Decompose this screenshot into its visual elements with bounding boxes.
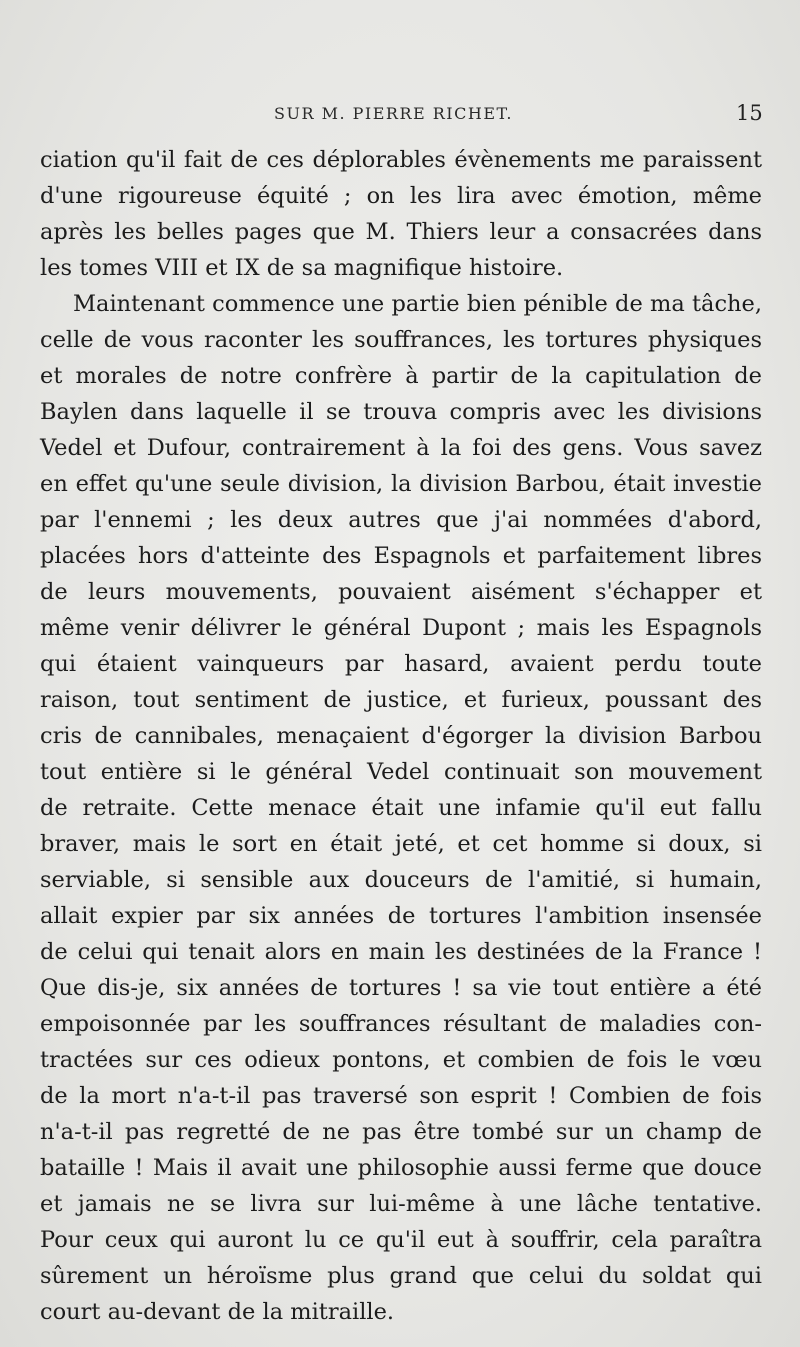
text-line: de celui qui tenait alors en main les destinées de la France ! (40, 939, 762, 965)
text-line: sûrement un héroïsme plus grand que celui du soldat qui (40, 1263, 762, 1289)
text-line: et jamais ne se livra sur lui-même à une lâche tentative. (40, 1191, 762, 1217)
text-line: cris de cannibales, menaçaient d'égorger la division Barbou (40, 723, 762, 749)
text-line: Vedel et Dufour, contrairement à la foi des gens. Vous savez (40, 435, 762, 461)
page-number: 15 (736, 101, 763, 125)
text-line: qui étaient vainqueurs par hasard, avaient perdu toute (40, 651, 762, 677)
text-line: de leurs mouvements, pouvaient aisément s'échapper et (40, 579, 762, 605)
text-line: par l'ennemi ; les deux autres que j'ai nommées d'abord, (40, 507, 762, 533)
text-line: même venir délivrer le général Dupont ; mais les Espagnols (40, 615, 762, 641)
text-line: les tomes VIII et IX de sa magnifique histoire. (40, 255, 564, 281)
text-line: Pour ceux qui auront lu ce qu'il eut à souffrir, cela paraîtra (40, 1227, 762, 1253)
text-line: placées hors d'atteinte des Espagnols et parfaitement libres (40, 543, 762, 569)
text-line: de retraite. Cette menace était une infamie qu'il eut fallu (40, 795, 762, 821)
text-line: bataille ! Mais il avait une philosophie aussi ferme que douce (40, 1155, 762, 1181)
text-line: et morales de notre confrère à partir de la capitulation de (40, 363, 762, 389)
body-text (40, 142, 762, 1330)
text-line: après les belles pages que M. Thiers leur a consacrées dans (40, 219, 762, 245)
text-line: serviable, si sensible aux douceurs de l'amitié, si humain, (40, 867, 762, 893)
text-line: Maintenant commence une partie bien pénible de ma tâche, (73, 291, 762, 317)
text-line: d'une rigoureuse équité ; on les lira avec émotion, même (40, 183, 762, 209)
text-line: en effet qu'une seule division, la division Barbou, était investie (40, 471, 762, 497)
text-line: braver, mais le sort en était jeté, et cet homme si doux, si (40, 831, 762, 857)
text-line: empoisonnée par les souffrances résultant de maladies con- (40, 1011, 762, 1037)
text-line: Baylen dans laquelle il se trouva compris avec les divisions (40, 399, 762, 425)
text-line: tractées sur ces odieux pontons, et combien de fois le vœu (40, 1047, 762, 1073)
text-line: allait expier par six années de tortures l'ambition insensée (40, 903, 762, 929)
text-line: celle de vous raconter les souffrances, les tortures physiques (40, 327, 762, 353)
text-line: de la mort n'a-t-il pas traversé son esprit ! Combien de fois (40, 1083, 762, 1109)
text-line: court au-devant de la mitraille. (40, 1299, 395, 1325)
text-line: raison, tout sentiment de justice, et furieux, poussant des (40, 687, 762, 713)
text-line: n'a-t-il pas regretté de ne pas être tombé sur un champ de (40, 1119, 762, 1145)
running-title: SUR M. PIERRE RICHET. (274, 104, 513, 123)
text-line: ciation qu'il fait de ces déplorables évènements me paraissent (40, 147, 762, 173)
text-line: Que dis-je, six années de tortures ! sa vie tout entière a été (40, 975, 762, 1001)
running-head (0, 101, 800, 134)
text-line: tout entière si le général Vedel continuait son mouvement (40, 759, 762, 785)
